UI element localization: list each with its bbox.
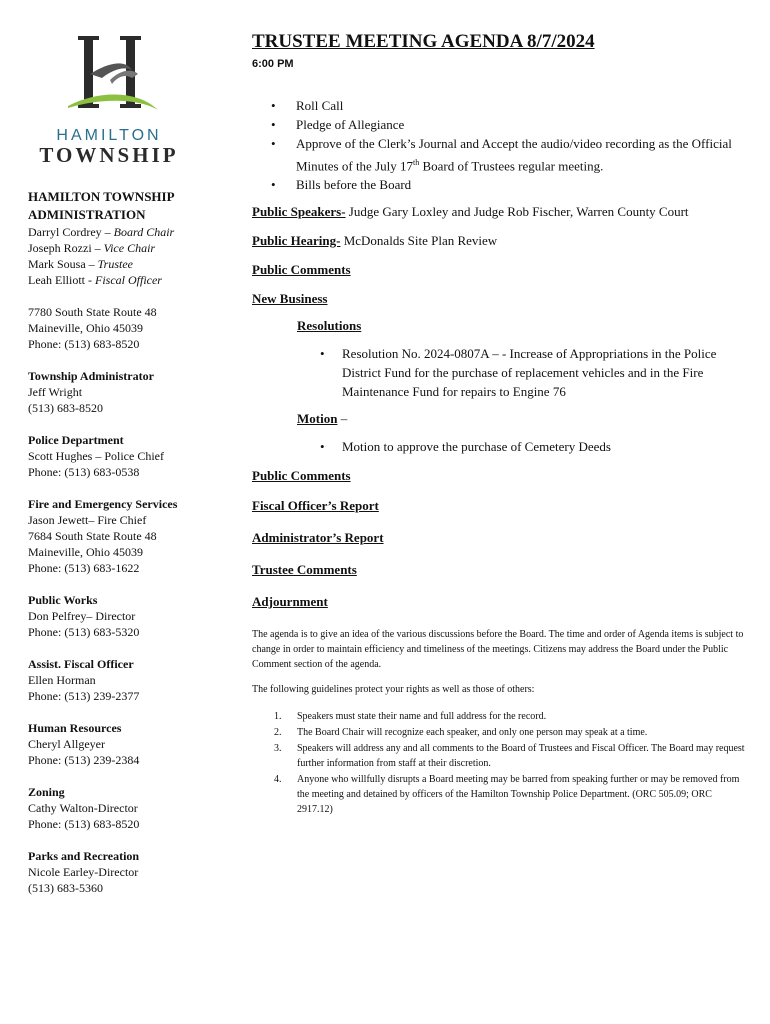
address-line: 7780 South State Route 48 — [28, 305, 157, 319]
guideline-number: 1. — [274, 711, 282, 723]
new-business — [252, 289, 747, 308]
section-label: Administrator’s Report — [252, 530, 384, 546]
public-speakers — [252, 202, 747, 221]
township-address — [28, 304, 228, 352]
admin-block — [28, 188, 228, 288]
bullet: • — [271, 136, 276, 151]
guideline-text: The Board Chair will recognize each speaker, and only one person may speak at a time. — [297, 727, 648, 739]
agenda-title: TRUSTEE MEETING AGENDA 8/7/2024 — [252, 31, 595, 52]
roll-call: Roll Call — [296, 98, 344, 113]
section-text: Judge Gary Loxley and Judge Rob Fischer, Warren County Court — [345, 204, 689, 220]
admin-report — [252, 528, 747, 547]
logo-line-2: TOWNSHIP — [39, 143, 179, 167]
fiscal-report — [252, 496, 747, 515]
agenda — [252, 30, 747, 818]
department-block — [28, 368, 228, 416]
logo-line-1: HAMILTON — [56, 127, 162, 144]
hamilton-township-logo — [28, 30, 190, 170]
department-line: Ellen Horman — [28, 673, 96, 687]
department-line: Scott Hughes – Police Chief — [28, 449, 164, 463]
logo-mark — [28, 30, 190, 170]
superscript: th — [413, 158, 420, 167]
approve-journal-end: Board of Trustees regular meeting. — [419, 158, 604, 174]
guidelines-list — [252, 709, 747, 817]
meeting-time: 6:00 PM — [252, 58, 294, 70]
admin-title: HAMILTON TOWNSHIP ADMINISTRATION — [28, 189, 174, 222]
sidebar — [28, 188, 228, 912]
pledge: Pledge of Allegiance — [296, 117, 405, 132]
motion-text: Motion to approve the purchase of Cemetery Deeds — [342, 439, 611, 455]
department-title: Police Department — [28, 433, 124, 447]
department-title: Human Resources — [28, 721, 122, 735]
list-item — [252, 134, 747, 175]
department-line: (513) 683-8520 — [28, 401, 103, 415]
address-line: Phone: (513) 683-8520 — [28, 337, 140, 351]
section-label: Public Hearing- — [252, 233, 341, 249]
section-label: Trustee Comments — [252, 562, 357, 578]
official-role: Vice Chair — [103, 241, 156, 255]
department-block — [28, 720, 228, 768]
department-block — [28, 848, 228, 896]
department-line: Phone: (513) 683-8520 — [28, 817, 140, 831]
adjournment — [252, 592, 747, 611]
motion-dash: – — [337, 411, 348, 427]
guidelines-intro: The following guidelines protect your rights as well as those of others: — [252, 684, 535, 696]
bills: Bills before the Board — [296, 177, 412, 193]
guideline-number: 4. — [274, 774, 282, 786]
motion-label: Motion — [297, 411, 338, 427]
guideline-item — [252, 741, 747, 771]
department-line: 7684 South State Route 48 — [28, 529, 157, 543]
official-role: Trustee — [97, 257, 134, 271]
guideline-number: 3. — [274, 743, 282, 755]
department-line: Phone: (513) 683-1622 — [28, 561, 140, 575]
department-line: Phone: (513) 239-2377 — [28, 689, 140, 703]
official-role: Board Chair — [113, 225, 175, 239]
section-label: Fiscal Officer’s Report — [252, 498, 379, 514]
official-row — [28, 240, 228, 256]
department-line: Cheryl Allgeyer — [28, 737, 105, 751]
official-role: Fiscal Officer — [94, 273, 162, 287]
department-block — [28, 496, 228, 576]
bullet: • — [271, 98, 276, 113]
resolution-text: Resolution No. 2024-0807A – - Increase of Appropriations in the Police District Fund for the purchase of replacement vehicles and in the Fire Maintenance Fund for repairs to Engine 76 — [342, 346, 717, 400]
official-row — [28, 224, 228, 240]
bullet: • — [271, 117, 276, 132]
officials-list — [28, 224, 228, 288]
guideline-item — [252, 772, 747, 817]
department-line: Cathy Walton-Director — [28, 801, 138, 815]
section-label: Adjournment — [252, 594, 328, 610]
department-line: Don Pelfrey– Director — [28, 609, 136, 623]
department-line: Phone: (513) 239-2384 — [28, 753, 140, 767]
section-label: Public Comments — [252, 262, 351, 278]
official-name: Joseph Rozzi – — [28, 241, 101, 255]
public-comments-1 — [252, 260, 747, 279]
guideline-text: Speakers will address any and all comments to the Board of Trustees and Fiscal Officer. The Board may request further information from staff at their discretion. — [297, 743, 745, 770]
guideline-item — [252, 725, 747, 740]
department-line: Jason Jewett– Fire Chief — [28, 513, 147, 527]
department-line: Maineville, Ohio 45039 — [28, 545, 143, 559]
section-label: New Business — [252, 291, 328, 307]
section-text: McDonalds Site Plan Review — [340, 233, 498, 249]
public-comments-2 — [252, 466, 747, 485]
opening-list — [252, 96, 747, 194]
bullet: • — [320, 346, 325, 362]
address-line: Maineville, Ohio 45039 — [28, 321, 143, 335]
official-row — [28, 256, 228, 272]
list-item — [252, 96, 747, 115]
motion-item — [252, 437, 747, 456]
resolutions-label: Resolutions — [297, 318, 362, 334]
guideline-text: Speakers must state their name and full address for the record. — [297, 711, 547, 723]
department-title: Assist. Fiscal Officer — [28, 657, 134, 671]
departments-list — [28, 368, 228, 896]
section-label: Public Comments — [252, 468, 351, 484]
bullet: • — [271, 177, 276, 193]
department-title: Parks and Recreation — [28, 849, 140, 863]
bullet: • — [320, 439, 325, 455]
official-row — [28, 272, 228, 288]
section-label: Public Speakers- — [252, 204, 346, 220]
department-block — [28, 592, 228, 640]
department-title: Public Works — [28, 593, 98, 607]
trustee-comments — [252, 560, 747, 579]
department-block — [28, 784, 228, 832]
department-line: (513) 683-5360 — [28, 881, 103, 895]
public-hearing — [252, 231, 747, 250]
motion — [297, 411, 747, 427]
department-block — [28, 432, 228, 480]
guideline-text: Anyone who willfully disrupts a Board meeting may be barred from speaking further or may be removed from the meeting and detained by officers of the Hamilton Township Police Department. (ORC 505.09; ORC 2917.12) — [297, 774, 740, 816]
department-line: Phone: (513) 683-5320 — [28, 625, 140, 639]
department-title: Fire and Emergency Services — [28, 497, 178, 511]
department-line: Nicole Earley-Director — [28, 865, 139, 879]
department-title: Township Administrator — [28, 369, 154, 383]
department-block — [28, 656, 228, 704]
official-name: Leah Elliott - — [28, 273, 92, 287]
department-line: Jeff Wright — [28, 385, 83, 399]
resolution-item — [252, 344, 747, 401]
guideline-item — [252, 709, 747, 724]
list-item — [252, 115, 747, 134]
list-item — [252, 175, 747, 194]
agenda-note: The agenda is to give an idea of the various discussions before the Board. The time and order of Agenda items is subject to change in order to maintain efficiency and timeliness of the meetings. Citizens may address the Board under the Public Comment section of the agenda. — [252, 629, 744, 671]
department-line: Phone: (513) 683-0538 — [28, 465, 140, 479]
department-title: Zoning — [28, 785, 65, 799]
approve-journal: Approve of the Clerk’s Journal and Accept the audio/video recording as the Official Minutes of the July 17 — [296, 136, 732, 174]
official-name: Mark Sousa – — [28, 257, 95, 271]
official-name: Darryl Cordrey – — [28, 225, 111, 239]
guideline-number: 2. — [274, 727, 282, 739]
